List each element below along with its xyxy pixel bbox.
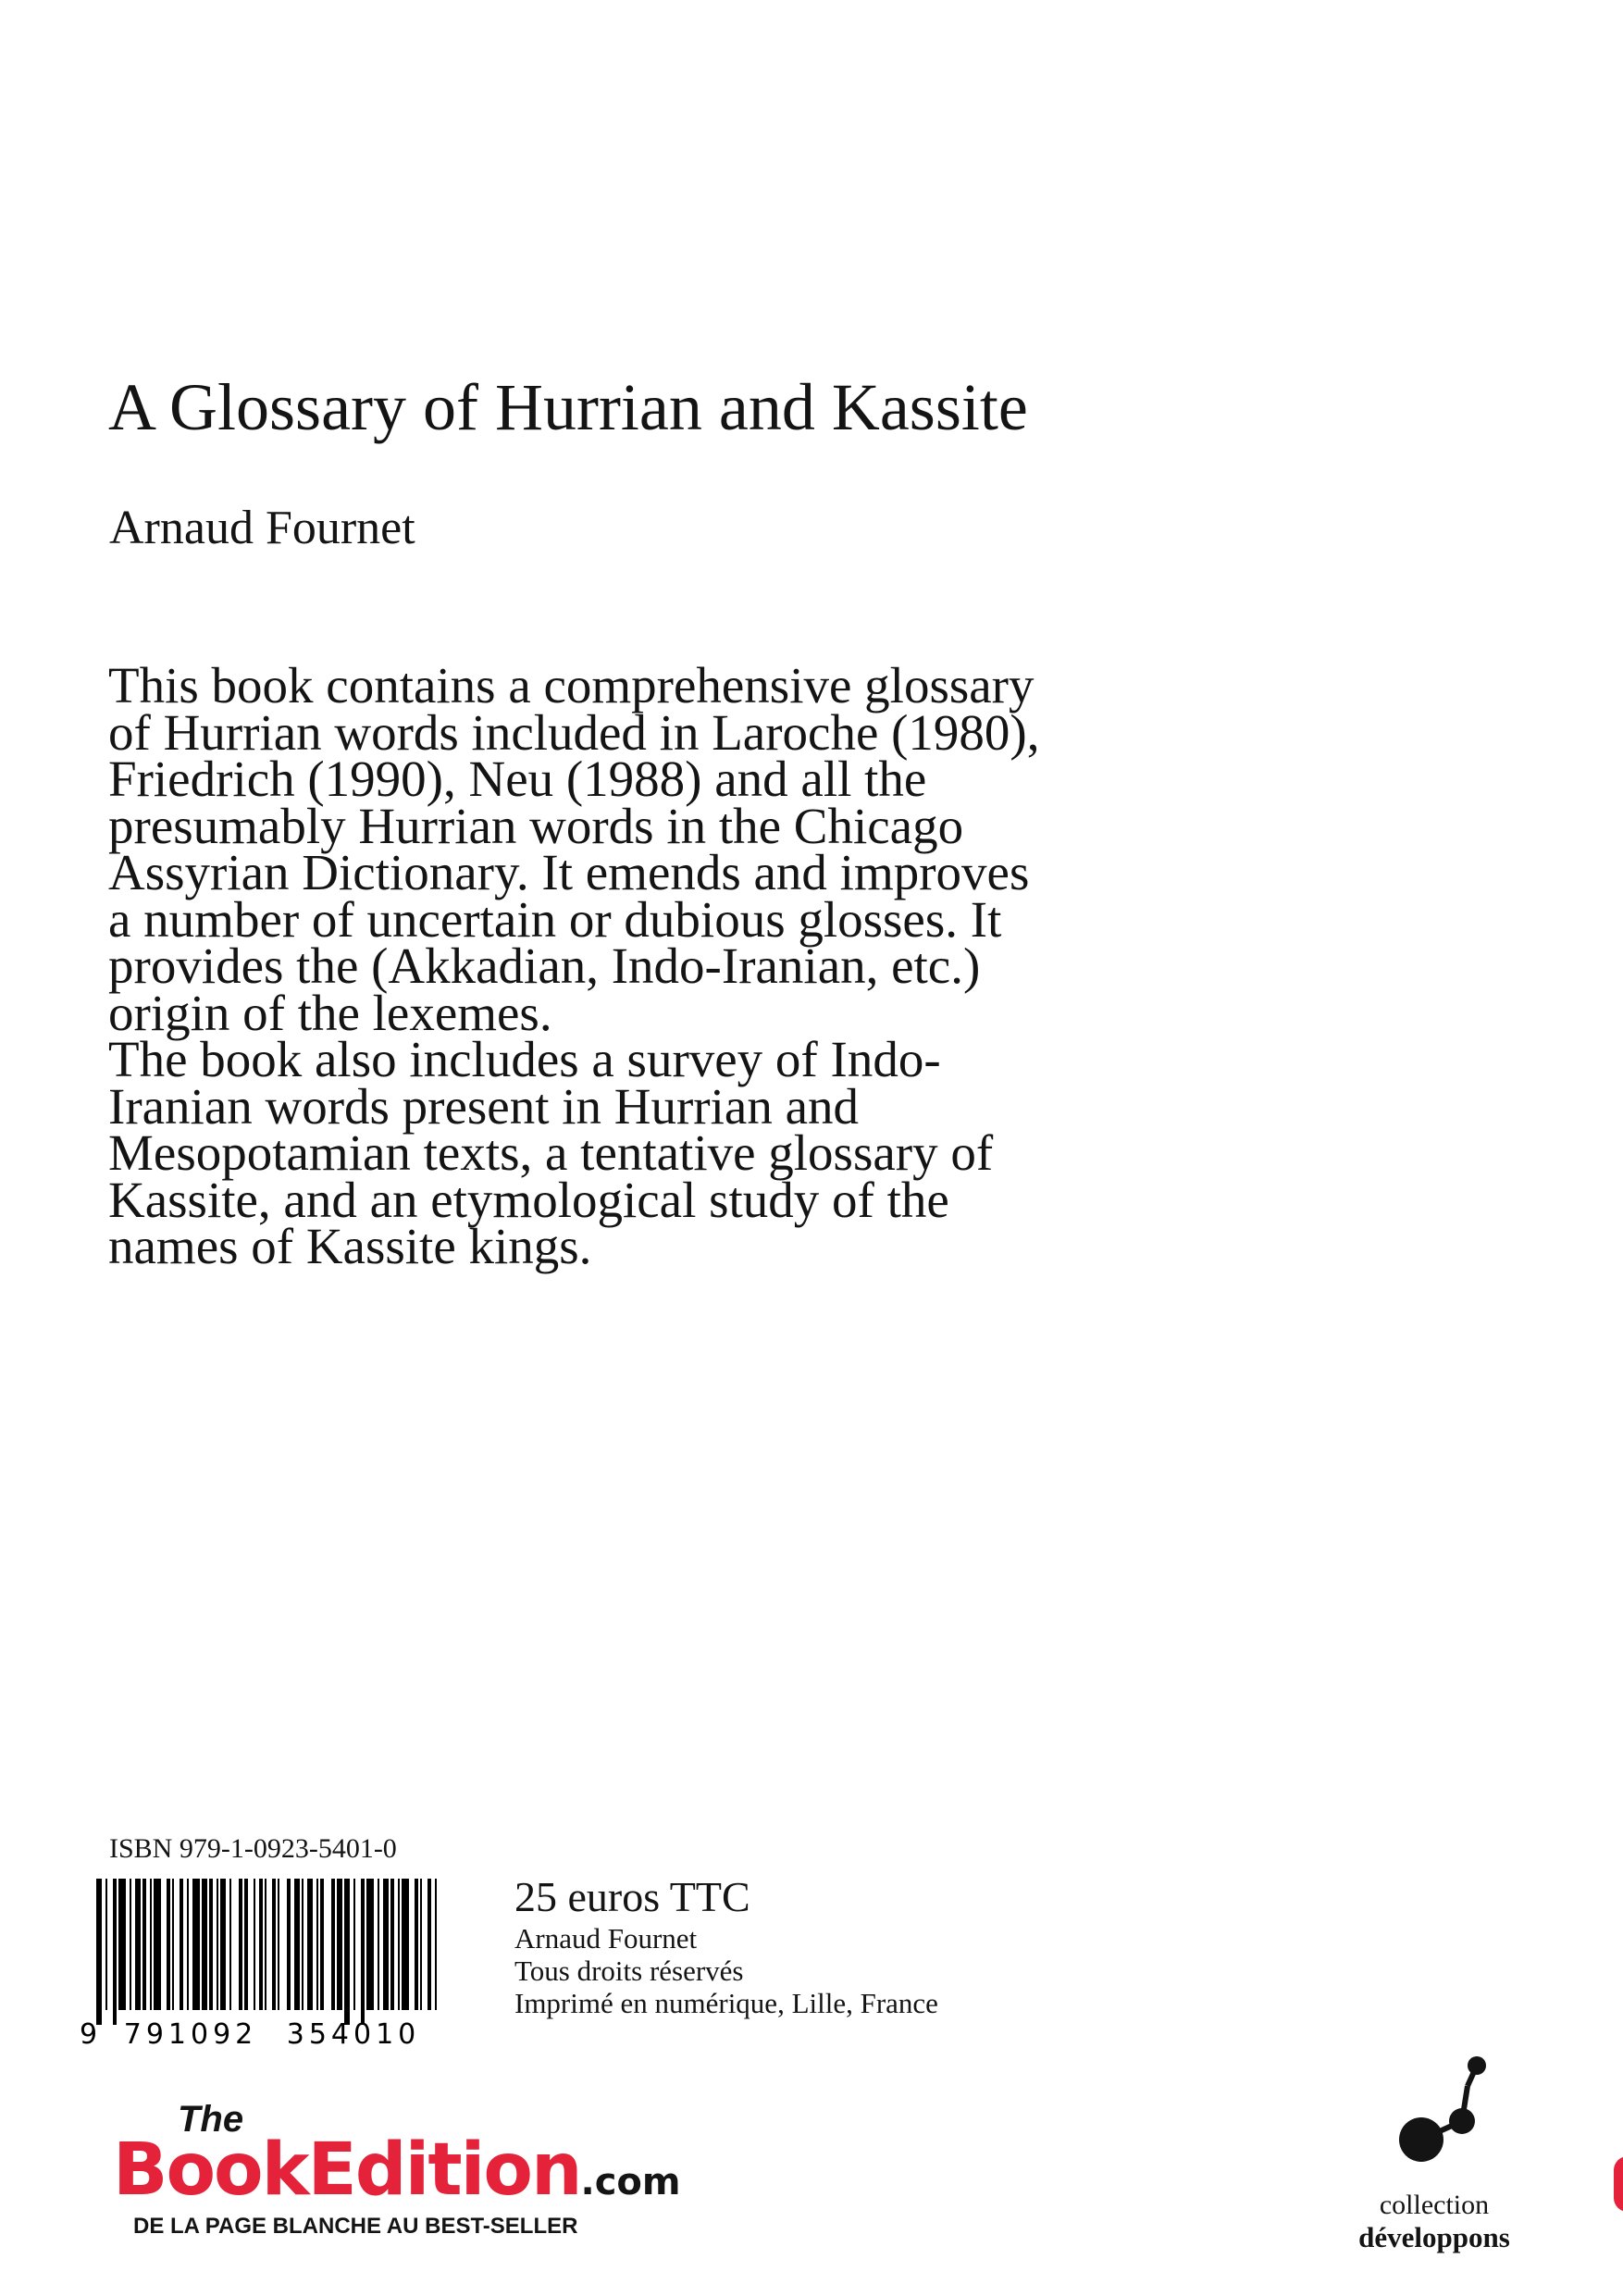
logo-the-text: The (178, 2099, 244, 2140)
logo-domain-suffix: .com (580, 2161, 681, 2203)
colophon-printing: Imprimé en numérique, Lille, France (514, 1987, 938, 2019)
blurb-paragraph-1: This book contains a comprehensive glossary of Hurrian words included in Laroche (1980), Friedrich (1990), Neu (1988) and all the presumably Hurrian words in the Chicago Assyrian Dictionary. It emends and improves a number of uncertain or dubious glosses. It provides the (Akkadian, Indo-Iranian, etc.) origin of the lexemes. (108, 657, 1040, 1041)
price: 25 euros TTC (514, 1873, 750, 1920)
barcode-bar (390, 1879, 394, 2010)
collection-logo (1351, 2054, 1536, 2258)
barcode-bar (154, 1879, 161, 2010)
barcode-bar (192, 1879, 200, 2010)
back-cover-blurb (108, 657, 1256, 1274)
barcode-bar (383, 1879, 389, 2010)
collection-label: collection (1379, 2190, 1490, 2220)
logo-brand-name: BookEdition (113, 2128, 581, 2212)
barcode-bar (302, 1879, 304, 2010)
barcode-bar (142, 1879, 146, 2010)
barcode-bar (402, 1879, 409, 2010)
barcode-bar (344, 1879, 350, 2025)
isbn-barcode (70, 1873, 463, 2049)
colophon-author: Arnaud Fournet (514, 1922, 698, 1955)
barcode-bar (420, 1879, 422, 2010)
barcode-left-digits: 791092 (123, 2018, 258, 2049)
barcode-bar (239, 1879, 242, 2010)
barcode-bar (180, 1879, 183, 2010)
barcode-bar (337, 1879, 342, 2010)
barcode-bar (278, 1879, 279, 2010)
barcode-bar (135, 1879, 141, 2010)
barcode-bar (167, 1879, 170, 2010)
barcode-bar (366, 1879, 374, 2010)
barcode-right-digits: 354010 (286, 2018, 421, 2049)
barcode-bar (361, 1879, 365, 2025)
barcode-bar (113, 1879, 117, 2025)
barcode-bar (244, 1879, 248, 2010)
barcode-bar (130, 1879, 131, 2010)
spine-edge-mark (1614, 2156, 1623, 2212)
collection-name: développons (1358, 2221, 1510, 2253)
barcode-first-digit: 9 (80, 2018, 98, 2049)
barcode-bar (331, 1879, 335, 2010)
logo-wordmark (113, 2128, 681, 2212)
barcode-bar (287, 1879, 291, 2010)
barcode-bar (187, 1879, 189, 2010)
barcode-bar (172, 1879, 174, 2010)
barcode-bar (202, 1879, 207, 2010)
barcode-bar (378, 1879, 379, 2010)
blurb-paragraph-2: The book also includes a survey of Indo- Iranian words present in Hurrian and Mesopotamian texts, a tentative glossary of Kassite, and an etymological study of the names of Kassite kings. (108, 1031, 994, 1274)
barcode-bar (265, 1879, 266, 2010)
barcode-bar (398, 1879, 400, 2010)
barcode-bar (217, 1879, 218, 2010)
barcode-bar (105, 1879, 107, 2010)
barcode-bar (150, 1879, 152, 2010)
book-title: A Glossary of Hurrian and Kassite (108, 370, 1028, 444)
barcode-bar (320, 1879, 324, 2010)
barcode-bar (435, 1879, 437, 2010)
barcode-bar (254, 1879, 255, 2010)
barcode-bar (316, 1879, 318, 2010)
book-author: Arnaud Fournet (109, 502, 415, 554)
barcode-bar (415, 1879, 418, 2010)
barcode-bar (259, 1879, 263, 2010)
barcode-bar (294, 1879, 300, 2010)
barcode-bar (229, 1879, 231, 2010)
bookedition-logo (113, 2099, 681, 2243)
barcode-bar (307, 1879, 313, 2010)
barcode-bar (427, 1879, 431, 2010)
molecule-icon (1377, 2054, 1506, 2184)
isbn-label: ISBN 979-1-0923-5401-0 (109, 1833, 397, 1864)
barcode-bar (209, 1879, 213, 2010)
barcode-bar (96, 1879, 102, 2025)
logo-tagline: DE LA PAGE BLANCHE AU BEST-SELLER (133, 2214, 578, 2239)
barcode-bar (353, 1879, 355, 2010)
barcode-bar (272, 1879, 276, 2010)
barcode-bar (118, 1879, 126, 2010)
colophon-rights: Tous droits réservés (514, 1955, 744, 1987)
barcode-bar (220, 1879, 226, 2010)
